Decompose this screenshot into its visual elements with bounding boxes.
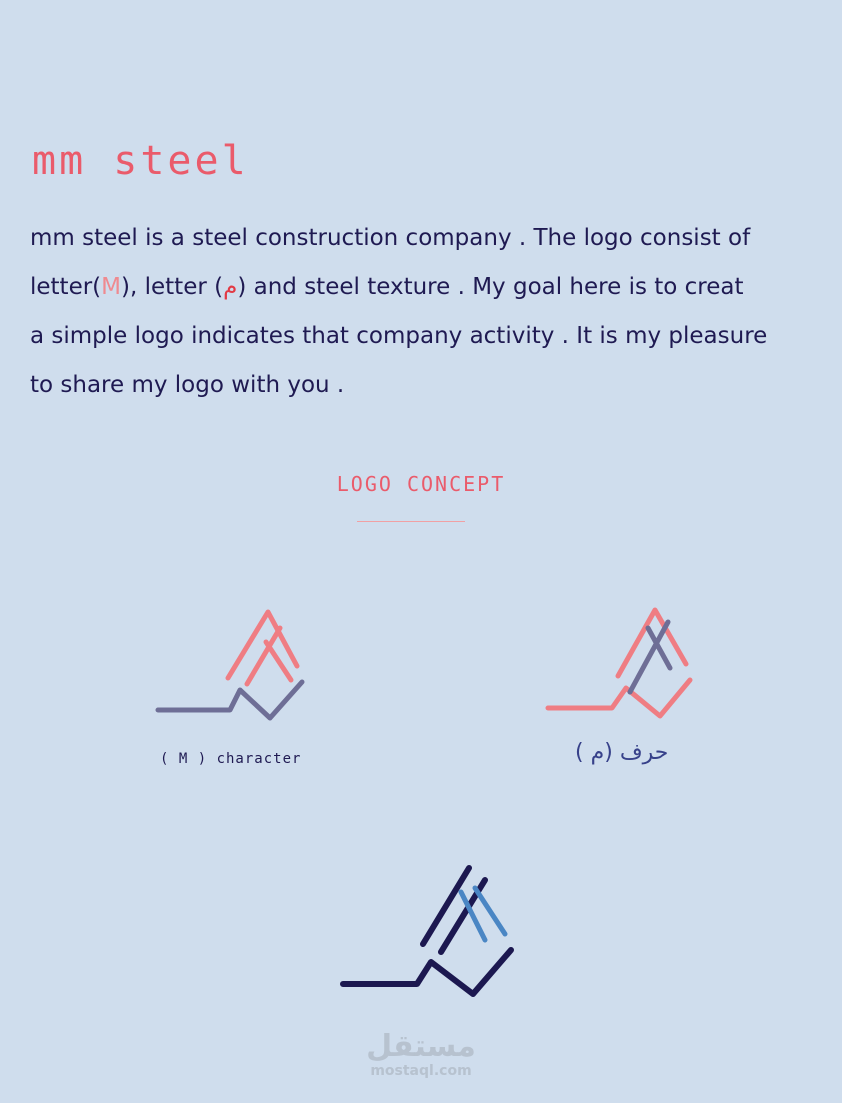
page-title: mm steel: [32, 138, 249, 184]
heading-divider: [357, 521, 465, 522]
arabic-mim-logo: [540, 598, 710, 728]
logo-pink-upper-stroke: [618, 610, 686, 676]
logo-concept-heading: LOGO CONCEPT: [336, 472, 506, 496]
letter-mim-highlight: م: [223, 274, 238, 300]
description-line-1: mm steel is a steel construction company . The logo consist of: [30, 225, 751, 251]
m-character-logo: [150, 600, 320, 730]
watermark-arabic: مستقل: [366, 1029, 476, 1064]
description-line-4: to share my logo with you .: [30, 372, 345, 398]
mostaql-watermark: [0, 1030, 842, 1078]
final-logo-upper-stroke-1: [423, 868, 469, 944]
arabic-letter-caption: حرف (م ): [575, 740, 669, 765]
letter-m-highlight: M: [101, 274, 122, 300]
watermark-latin: mostaql.com: [370, 1063, 472, 1079]
final-logo: [335, 858, 525, 1008]
logo-pink-base-stroke: [548, 680, 690, 716]
description-line-2: letter(M), letter (م) and steel texture . My goal here is to creat: [30, 274, 744, 300]
description-paragraph: [30, 214, 768, 410]
logo-pink-stroke-1: [228, 612, 297, 678]
description-line-3: a simple logo indicates that company activity . It is my pleasure: [30, 323, 768, 349]
m-character-caption: ( M ) character: [160, 751, 302, 767]
logo-grey-stroke: [158, 682, 302, 718]
final-logo-base-stroke: [343, 950, 511, 994]
